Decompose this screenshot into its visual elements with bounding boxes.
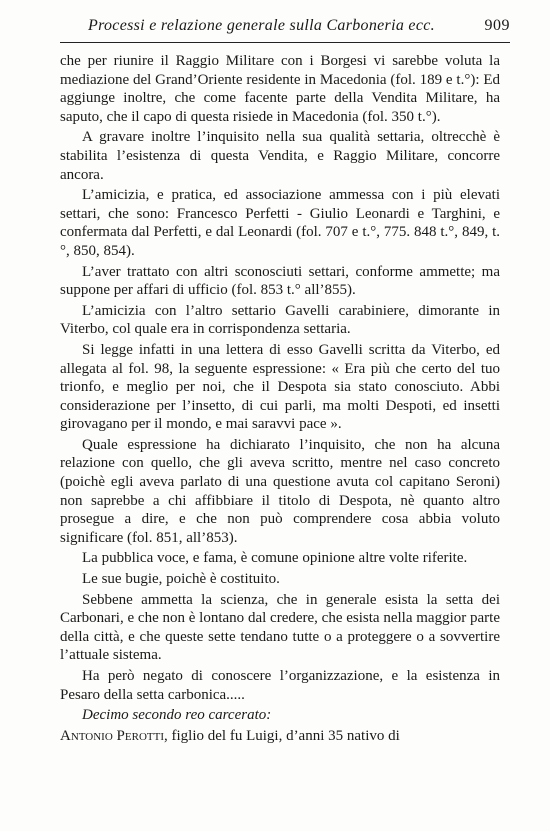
paragraph: L’amicizia con l’altro settario Gavelli carabiniere, dimorante in Viterbo, col quale era in corrispondenza settaria. (60, 302, 500, 338)
paragraph: Si legge infatti in una lettera di esso Gavelli scritta da Viterbo, ed allegata al fol. 98, la seguente espressione: « Era più che certo del tuo trionfo, e meglio per noi, che il Despota sia stato conosciuto. Abbi considerazione per l’insetto, di cui parli, ma molti Despoti, ed insetti girovagano per il mondo, e mai saravvi pace ». (60, 341, 500, 433)
running-title: Processi e relazione generale sulla Carboneria ecc. (88, 17, 435, 34)
section-heading: Decimo secondo reo carcerato: (82, 707, 272, 724)
header-rule (60, 42, 510, 43)
paragraph: Sebbene ammetta la scienza, che in generale esista la setta dei Carbonari, e che non è lontano dal credere, che esista nella maggior parte della città, e che queste sette tendano tutte o a proteggere o a sovvertire l’attuale sistema. (60, 591, 500, 664)
paragraph: Le sue bugie, poichè è costituito. (82, 571, 280, 588)
defendant-entry (60, 727, 500, 746)
paragraph: L’amicizia, e pratica, ed associazione ammessa con i più elevati settari, che sono: Francesco Perfetti - Giulio Leonardi e Targhini, e confermata dal Perfetti, e dal Leonardi (fol. 707 e t.°, 775. 848 t.°, 849, t.°, 850, 854). (60, 187, 500, 259)
paragraph: L’aver trattato con altri sconosciuti settari, conforme ammette; ma suppone per affari di ufficio (fol. 853 t.° all’855). (60, 263, 500, 299)
defendant-name: Antonio Perotti, (60, 727, 168, 744)
paragraph: che per riunire il Raggio Militare con i Borgesi vi sarebbe voluta la mediazione del Grand’Oriente residente in Macedonia (fol. 189 e t.°): Ed aggiunge inoltre, che come facente parte della Vendita Militare, ha saputo, che il capo di questa risiede in Macedonia (fol. 350 t.°). (60, 53, 500, 125)
paragraph: Ha però negato di conoscere l’organizzazione, e la esistenza in Pesaro della setta carbonica..... (60, 668, 500, 703)
paragraph: La pubblica voce, e fama, è comune opinione altre volte riferite. (82, 550, 468, 567)
body-text (60, 52, 500, 747)
page-number: 909 (484, 17, 510, 34)
paragraph: A gravare inoltre l’inquisito nella sua qualità settaria, oltrecchè è stabilita l’esistenza di questa Vendita, e Raggio Militare, concorre ancora. (60, 129, 500, 183)
defendant-details: figlio del fu Luigi, d’anni 35 nativo di (167, 727, 400, 744)
running-header (60, 14, 510, 40)
paragraph: Quale espressione ha dichiarato l’inquisito, che non ha alcuna relazione con quello, che gli aveva scritto, mentre nel caso concreto (poichè egli aveva parlato di una questione avuta col capitano Seroni) non saprebbe a chi affibbiare il titolo di Despota, nè quanto altro prosegue a dire, e che non può comprendere cosa abbia voluto significare (fol. 851, all’853). (60, 436, 500, 546)
